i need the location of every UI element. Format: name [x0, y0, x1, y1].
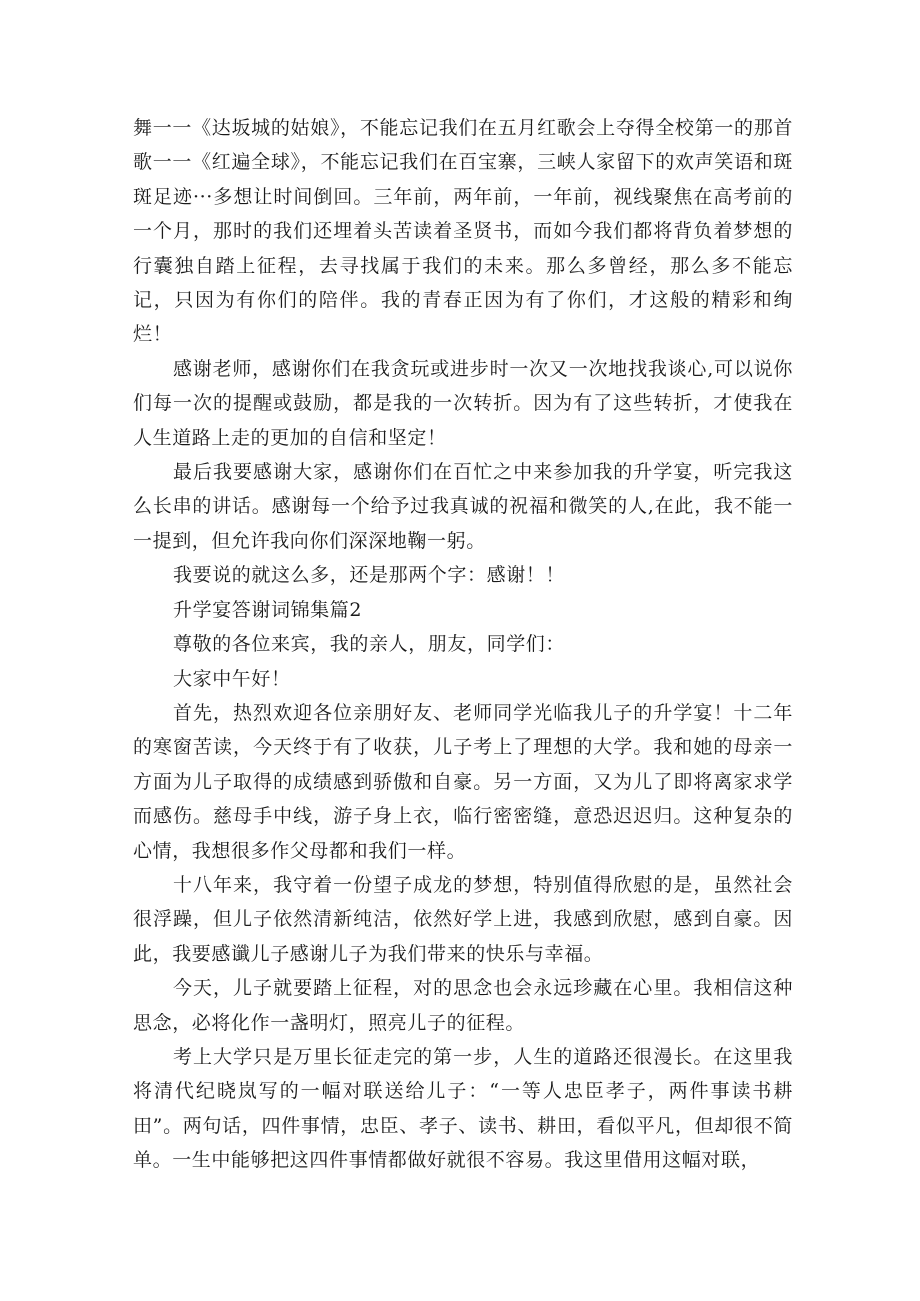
paragraph: 我要说的就这么多，还是那两个字：感谢！！: [173, 564, 566, 587]
document-body: [133, 111, 793, 1178]
paragraph: 最后我要感谢大家，感谢你们在百忙之中来参加我的升学宴，听完我这么长串的讲话。感谢每一个给予过我真诚的祝福和微笑的人,在此，我不能一一提到，但允许我向你们深深地鞠一躬。: [133, 461, 793, 552]
paragraph: 考上大学只是万里长征走完的第一步，人生的道路还很漫长。在这里我将清代纪晓岚写的一幅对联送给儿子：“一等人忠臣孝子，两件事读书耕田”。两句话，四件事情，忠臣、孝子、读书、耕田，看似平凡，但却很不简单。一生中能够把这四件事情都做好就很不容易。我这里借用这幅对联，: [133, 1045, 793, 1172]
section-heading: 升学宴答谢词锦集篇2: [173, 598, 363, 621]
greeting: 大家中午好！: [173, 667, 291, 690]
paragraph: 首先，热烈欢迎各位亲朋好友、老师同学光临我儿子的升学宴！十二年的寒窗苦读，今天终于有了收获，儿子考上了理想的大学。我和她的母亲一方面为儿子取得的成绩感到骄傲和自豪。另一方面，又为儿了即将离家求学而感伤。慈母手中线，游子身上衣，临行密密缝，意恐迟迟归。这种复杂的心情，我想很多作父母都和我们一样。: [133, 701, 793, 862]
salutation: 尊敬的各位来宾，我的亲人，朋友，同学们：: [173, 633, 566, 656]
paragraph: 十八年来，我守着一份望子成龙的梦想，特别值得欣慰的是，虽然社会很浮躁，但儿子依然清新纯洁，依然好学上进，我感到欣慰，感到自豪。因此，我要感谶儿子感谢儿子为我们带来的快乐与幸福。: [133, 873, 793, 965]
paragraph: 感谢老师，感谢你们在我贪玩或进步时一次又一次地找我谈心,可以说你们每一次的提醒或鼓励，都是我的一次转折。因为有了这些转折，才使我在人生道路上走的更加的自信和坚定！: [133, 357, 793, 449]
paragraph: 今天，儿子就要踏上征程，对的思念也会永远珍藏在心里。我相信这种思念，必将化作一盏明灯，照亮儿子的征程。: [133, 977, 793, 1034]
paragraph: 舞一一《达坂城的姑娘》，不能忘记我们在五月红歌会上夺得全校第一的那首歌一一《红遍全球》，不能忘记我们在百宝寨，三峡人家留下的欢声笑语和斑斑足迹···多想让时间倒回。三年前，两年前，一年前，视线聚焦在高考前的一个月，那时的我们还埋着头苦读着圣贤书，而如今我们都将背负着梦想的行囊独自踏上征程，去寻找属于我们的未来。那么多曾经，那么多不能忘记，只因为有你们的陪伴。我的青春正因为有了你们，才这般的精彩和绚烂！: [133, 117, 793, 346]
